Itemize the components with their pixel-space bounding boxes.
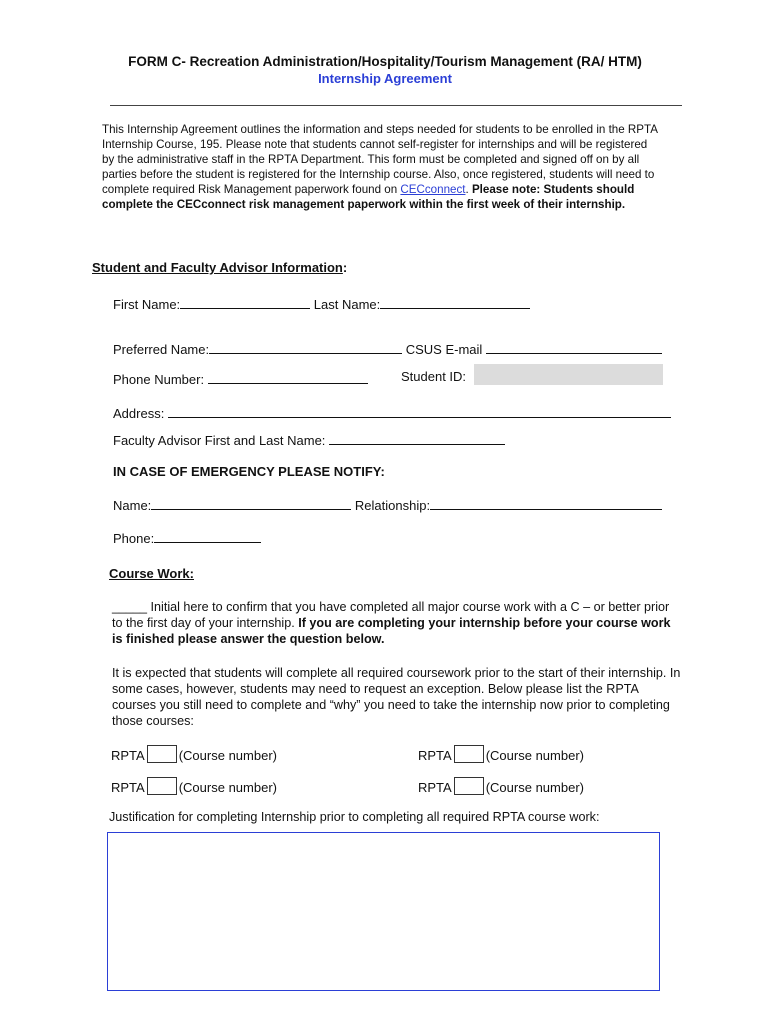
student-id-field[interactable]: [474, 364, 663, 385]
rpta-course-2: [418, 745, 584, 763]
intro-note: Please note: Students should complete the CECconnect risk management paperwork within the first week of their internship.: [102, 183, 635, 211]
relationship-field[interactable]: [430, 497, 662, 510]
course-number-label-2: (Course number): [485, 748, 584, 763]
initial-blank[interactable]: _____: [112, 600, 148, 614]
course-work-heading: Course Work:: [109, 566, 194, 581]
rpta-label-1: RPTA: [111, 748, 145, 763]
phone-number-field[interactable]: [208, 371, 368, 384]
cecconnect-link[interactable]: CECconnect: [400, 183, 466, 196]
initial-text: Initial here to confirm that you have completed all major course work with a C – or better prior to the first day of your internship.: [112, 600, 670, 630]
student-section-colon: :: [342, 260, 348, 275]
rpta-label-2: RPTA: [418, 748, 452, 763]
justification-textbox[interactable]: [107, 832, 660, 991]
justification-label: Justification for completing Internship prior to completing all required RPTA course work:: [109, 810, 600, 824]
intro-text: This Internship Agreement outlines the information and steps needed for students to be enrolled in the RPTA Internship Course, 195. Please note that students cannot self-register for internships and will be registered by the administrative staff in the RPTA Department. This form must be completed and signed off on by all parties before the student is registered for the Internship course. Also, once registered, students will need to complete required Risk Management paperwork found on: [102, 123, 658, 196]
rpta-course-3: [111, 777, 277, 795]
rpta-course-4: [418, 777, 584, 795]
emergency-phone-row: [113, 530, 261, 546]
csus-email-label: CSUS E-mail: [405, 342, 483, 357]
faculty-advisor-label: Faculty Advisor First and Last Name:: [113, 433, 326, 448]
preferred-name-label: Preferred Name:: [113, 342, 210, 357]
course-number-label-3: (Course number): [178, 780, 277, 795]
faculty-advisor-field[interactable]: [329, 432, 505, 445]
student-id-label: Student ID:: [401, 369, 467, 384]
rpta-label-4: RPTA: [418, 780, 452, 795]
address-row: [113, 405, 671, 421]
emergency-phone-label: Phone:: [113, 531, 155, 546]
faculty-advisor-row: [113, 432, 505, 448]
emergency-heading: IN CASE OF EMERGENCY PLEASE NOTIFY:: [113, 464, 385, 479]
rpta-course-1: [111, 745, 277, 763]
rpta-course-input-3[interactable]: [147, 777, 177, 795]
expectation-paragraph: It is expected that students will complete all required coursework prior to the start of their internship. In some cases, however, students may need to request an exception. Below please list the RPTA courses you still need to complete and “why” you need to take the internship now prior to completing those courses:: [112, 666, 681, 728]
emergency-name-row: [113, 497, 662, 513]
relationship-label: Relationship:: [354, 498, 431, 513]
intro-after-link: .: [465, 183, 472, 196]
phone-number-label: Phone Number:: [113, 372, 205, 387]
student-section-title: Student and Faculty Advisor Information: [92, 260, 343, 275]
last-name-label: Last Name:: [313, 297, 381, 312]
intro-paragraph: [102, 122, 662, 212]
initial-bold-note: If you are completing your internship before your course work is finished please answer the question below.: [112, 616, 671, 646]
rpta-course-input-4[interactable]: [454, 777, 484, 795]
address-label: Address:: [113, 406, 165, 421]
address-field[interactable]: [168, 405, 671, 418]
phone-number-row: [113, 371, 368, 387]
form-title: FORM C- Recreation Administration/Hospitality/Tourism Management (RA/ HTM): [128, 54, 642, 69]
rpta-course-input-2[interactable]: [454, 745, 484, 763]
first-name-label: First Name:: [113, 297, 181, 312]
preferred-name-row: [113, 341, 662, 357]
student-section-heading: [92, 260, 347, 275]
emergency-name-label: Name:: [113, 498, 152, 513]
csus-email-field[interactable]: [486, 341, 662, 354]
form-subtitle: Internship Agreement: [318, 71, 452, 86]
header-divider: [110, 105, 682, 106]
last-name-field[interactable]: [380, 296, 530, 309]
rpta-label-3: RPTA: [111, 780, 145, 795]
course-number-label-1: (Course number): [178, 748, 277, 763]
course-number-label-4: (Course number): [485, 780, 584, 795]
first-name-row: [113, 296, 530, 312]
emergency-phone-field[interactable]: [154, 530, 261, 543]
preferred-name-field[interactable]: [209, 341, 402, 354]
initial-paragraph: [112, 599, 682, 647]
rpta-course-input-1[interactable]: [147, 745, 177, 763]
first-name-field[interactable]: [180, 296, 310, 309]
emergency-name-field[interactable]: [151, 497, 351, 510]
